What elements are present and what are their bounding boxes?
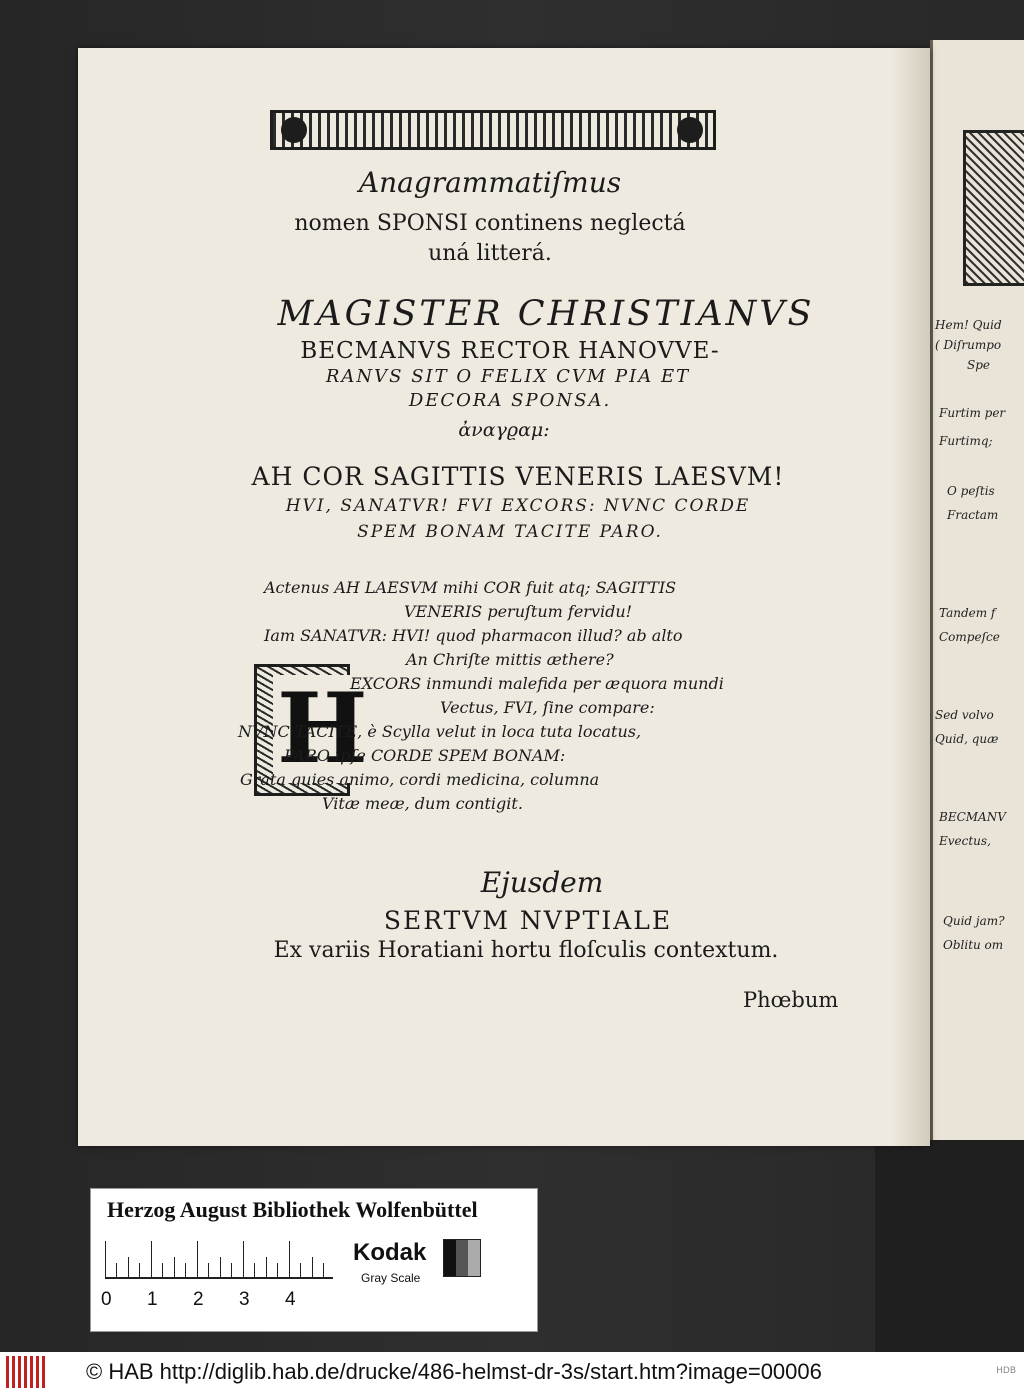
- left-page: [78, 48, 930, 1146]
- right-fragment: Quid, quæ: [935, 732, 999, 746]
- right-fragment: Compeſce: [939, 630, 1000, 644]
- library-name: Herzog August Bibliothek Wolfenbüttel: [107, 1197, 478, 1222]
- catchword: Phœbum: [743, 988, 839, 1012]
- name-line: MAGISTER CHRISTIANVS: [277, 294, 815, 334]
- right-fragment: Fractam: [947, 508, 999, 522]
- right-fragment: Furtimq;: [939, 434, 993, 448]
- footer-mini-label: HDB: [996, 1366, 1016, 1376]
- verse-line: Vitæ meæ, dum contigit.: [322, 794, 523, 813]
- verse-line: NVNC TACITE, è Scylla velut in loca tuta locatus,: [238, 722, 642, 741]
- ruler-number: 3: [239, 1289, 250, 1310]
- right-fragment: Oblitu om: [943, 938, 1004, 952]
- sertum-heading: SERTVM NVPTIALE: [383, 906, 673, 935]
- book-cover: [875, 1138, 1024, 1352]
- ruler-number: 0: [101, 1289, 112, 1310]
- footer-bar: [0, 1352, 1024, 1392]
- ruler-scale: [105, 1241, 333, 1279]
- hab-logo-icon: [6, 1356, 46, 1388]
- page-title: Anagrammatiſmus: [358, 166, 622, 199]
- right-fragment: ( Diſrumpo: [935, 338, 1002, 352]
- verse-line: Grata quies animo, cordi medicina, columna: [240, 770, 600, 789]
- sertum-subtitle: Ex variis Horatiani hortu floſculis contextum.: [273, 938, 779, 963]
- anagram-label: ἀναγϱαμ:: [458, 419, 550, 441]
- verse-line: Vectus, FVI, ſine compare:: [440, 698, 655, 717]
- name-line: RANVS SIT O FELIX CVM PIA ET: [325, 366, 691, 387]
- kodak-brand: Kodak: [353, 1239, 427, 1266]
- name-line: DECORA SPONSA.: [408, 390, 612, 411]
- verse-line: EXCORS inmundi malefida per æquora mundi: [350, 674, 724, 693]
- right-page: [930, 40, 1024, 1140]
- gray-swatches: [443, 1239, 481, 1277]
- right-fragment: Tandem f: [939, 606, 996, 620]
- verse-line: An Chriſte mittis æthere?: [406, 650, 614, 669]
- verse-line: PARO ipſe CORDE SPEM BONAM:: [284, 746, 566, 765]
- right-fragment: Furtim per: [939, 406, 1006, 420]
- right-fragment: BECMANV: [939, 810, 1006, 824]
- verse-line: Actenus AH LAESVM mihi COR fuit atq; SAGITTIS: [264, 578, 677, 597]
- intro-line: nomen SPONSI continens neglectá: [294, 211, 686, 236]
- ruler-number: 1: [147, 1289, 158, 1310]
- verse-line: Iam SANATVR: HVI! quod pharmacon illud? ab alto: [264, 626, 683, 645]
- gray-scale-label: Gray Scale: [361, 1271, 421, 1285]
- ruler-number: 2: [193, 1289, 204, 1310]
- right-fragment: Spe: [967, 358, 991, 372]
- ornament-band: [270, 110, 716, 150]
- footer-url[interactable]: © HAB http://diglib.hab.de/drucke/486-helmst-dr-3s/start.htm?image=00006: [86, 1359, 822, 1384]
- color-reference-card: [90, 1188, 538, 1332]
- ruler-number: 4: [285, 1289, 296, 1310]
- ornamental-initial: [963, 130, 1024, 286]
- dropcap-letter: H: [273, 675, 372, 783]
- anagram-line: AH COR SAGITTIS VENERIS LAESVM!: [251, 462, 785, 491]
- anagram-line: HVI, SANATVR! FVI EXCORS: NVNC CORDE: [285, 496, 751, 516]
- verse-line: VENERIS peruſtum fervidu!: [404, 602, 633, 621]
- right-fragment: Quid jam?: [943, 914, 1005, 928]
- ejusdem-heading: Ejusdem: [480, 866, 604, 899]
- right-fragment: Evectus,: [939, 834, 991, 848]
- right-fragment: O peſtis: [947, 484, 995, 498]
- anagram-line: SPEM BONAM TACITE PARO.: [357, 522, 663, 542]
- right-fragment: Sed volvo: [935, 708, 994, 722]
- right-fragment: Hem! Quid: [935, 318, 1002, 332]
- name-line: BECMANVS RECTOR HANOVVE-: [300, 338, 720, 364]
- intro-line: uná litterá.: [428, 241, 552, 266]
